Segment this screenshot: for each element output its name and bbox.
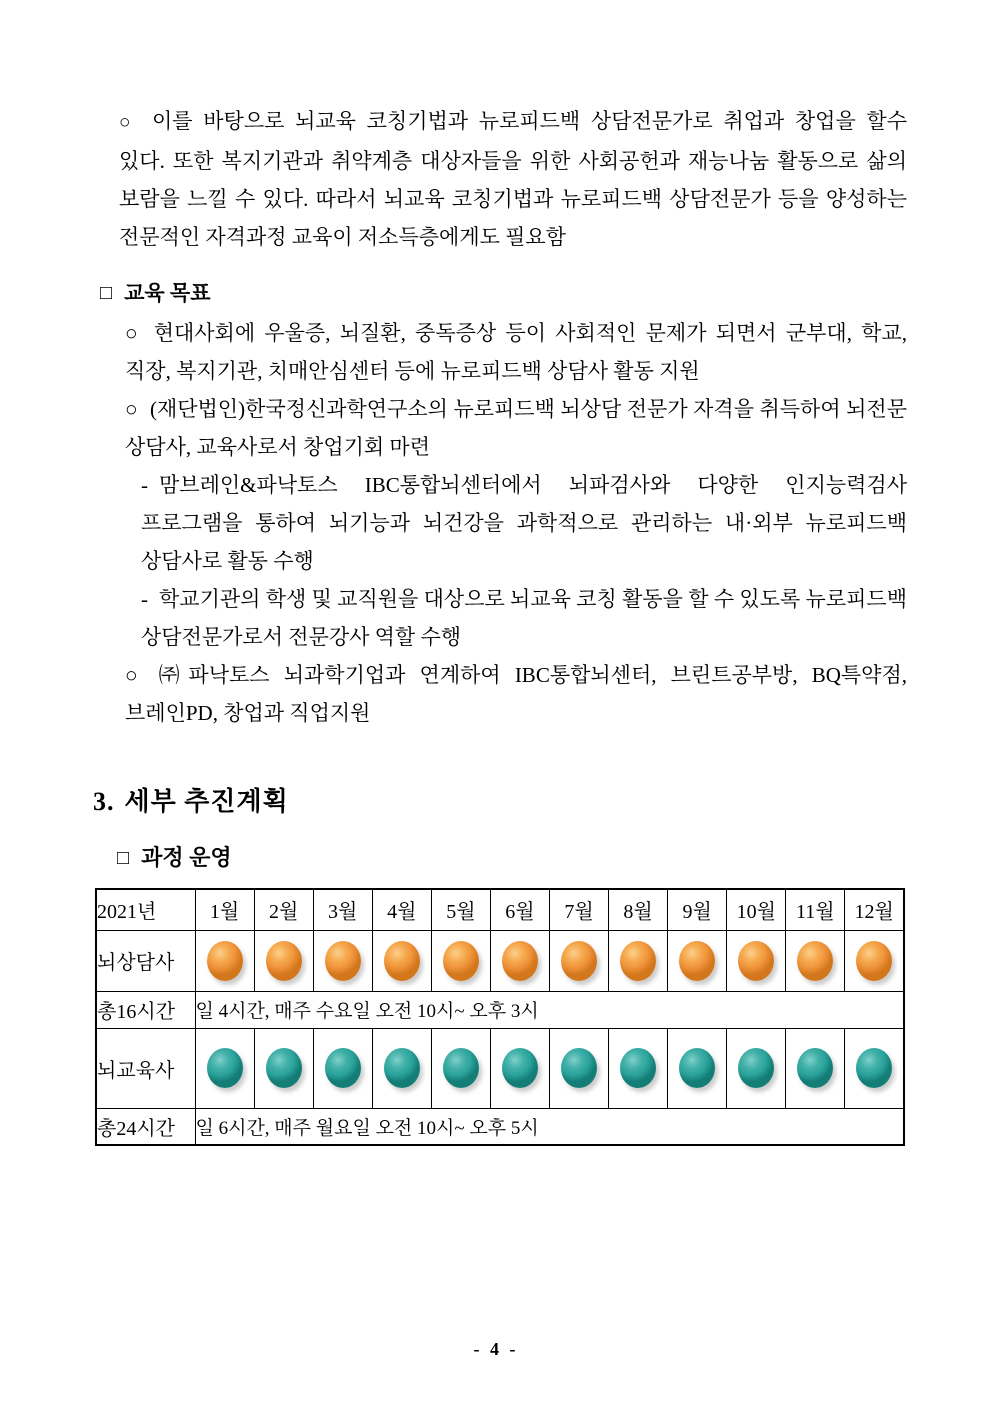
teal-dot-icon — [325, 1048, 361, 1088]
goal-bullet — [95, 656, 907, 732]
schedule-cell — [313, 1028, 372, 1108]
teal-dot-icon — [738, 1048, 774, 1088]
schedule-cell — [431, 930, 490, 991]
course-row-label: 뇌교육사 — [96, 1028, 195, 1108]
schedule-cell — [313, 930, 372, 991]
month-header-cell: 7월 — [549, 889, 608, 930]
goal-bullet-text: 현대사회에 우울증, 뇌질환, 중독증상 등이 사회적인 문제가 되면서 군부대, 학교, 직장, 복지기관, 치매안심센터 등에 뉴로피드백 상담사 활동 지원 — [125, 321, 908, 383]
schedule-cell — [372, 930, 431, 991]
month-header-cell: 1월 — [195, 889, 254, 930]
teal-dot-icon — [797, 1048, 833, 1088]
course-schedule-table — [95, 888, 905, 1146]
orange-dot-icon — [502, 941, 538, 981]
goal-bullet-text: ㈜파낙토스 뇌과학기업과 연계하여 IBC통합뇌센터, 브린트공부방, BQ특약점, 브레인PD, 창업과 직업지원 — [125, 663, 907, 725]
month-header-cell: 10월 — [727, 889, 786, 930]
teal-dot-icon — [679, 1048, 715, 1088]
hours-row-label: 총16시간 — [96, 991, 195, 1028]
schedule-cell — [668, 1028, 727, 1108]
checkbox-square-icon: □ — [117, 847, 130, 869]
goal-bullet — [95, 390, 907, 466]
schedule-cell — [254, 930, 313, 991]
schedule-cell — [431, 1028, 490, 1108]
hours-24-row — [96, 1108, 904, 1145]
intro-bullet-text: 이를 바탕으로 뇌교육 코칭기법과 뉴로피드백 상담전문가로 취업과 창업을 할수 있다. 또한 복지기관과 취약계층 대상자들을 위한 사회공헌과 재능나눔 활동으로 삶의 보람을 느낄 수 있다. 따라서 뇌교육 코칭기법과 뉴로피드백 상담전문가 등을 양성하는 전문적인 자격과정 교육이 저소득층에게도 필요함 — [119, 109, 907, 249]
orange-dot-icon — [561, 941, 597, 981]
section3-heading — [93, 786, 907, 818]
schedule-note: 일 4시간, 매주 수요일 오전 10시~ 오후 3시 — [195, 991, 904, 1028]
month-header-cell: 8월 — [609, 889, 668, 930]
table-header-row — [96, 889, 904, 930]
education-goals-heading — [100, 277, 907, 310]
hours-row-label: 총24시간 — [96, 1108, 195, 1145]
orange-dot-icon — [443, 941, 479, 981]
schedule-note: 일 6시간, 매주 월요일 오전 10시~ 오후 5시 — [195, 1108, 904, 1145]
month-header-cell: 11월 — [786, 889, 845, 930]
month-header-cell: 12월 — [845, 889, 904, 930]
orange-dot-icon — [620, 941, 656, 981]
schedule-cell — [668, 930, 727, 991]
intro-bullet — [95, 102, 907, 256]
orange-dot-icon — [266, 941, 302, 981]
schedule-cell — [845, 1028, 904, 1108]
orange-dot-icon — [384, 941, 420, 981]
orange-dot-icon — [797, 941, 833, 981]
orange-dot-icon — [856, 941, 892, 981]
month-header-cell: 2월 — [254, 889, 313, 930]
schedule-cell — [845, 930, 904, 991]
schedule-cell — [549, 930, 608, 991]
brain-counselor-row — [96, 930, 904, 991]
goal-sub-bullet — [95, 580, 907, 656]
education-goals-heading-text: 교육 목표 — [124, 281, 211, 305]
teal-dot-icon — [856, 1048, 892, 1088]
section3-title: 세부 추진계획 — [124, 787, 289, 816]
schedule-cell — [786, 1028, 845, 1108]
schedule-cell — [609, 1028, 668, 1108]
schedule-cell — [549, 1028, 608, 1108]
teal-dot-icon — [266, 1048, 302, 1088]
schedule-cell — [372, 1028, 431, 1108]
orange-dot-icon — [738, 941, 774, 981]
hours-16-row — [96, 991, 904, 1028]
teal-dot-icon — [620, 1048, 656, 1088]
orange-dot-icon — [679, 941, 715, 981]
goal-bullet-text: (재단법인)한국정신과학연구소의 뉴로피드백 뇌상담 전문가 자격을 취득하여 뇌전문 상담사, 교육사로서 창업기회 마련 — [125, 397, 908, 459]
circle-bullet-icon: ○ — [125, 663, 147, 687]
schedule-cell — [490, 930, 549, 991]
checkbox-square-icon: □ — [100, 282, 113, 304]
goal-sub-bullet-text: 학교기관의 학생 및 교직원을 대상으로 뇌교육 코칭 활동을 할 수 있도록 뉴로피드백 상담전문가로서 전문강사 역할 수행 — [141, 587, 907, 649]
course-operation-heading-text: 과정 운영 — [141, 845, 232, 870]
schedule-cell — [727, 1028, 786, 1108]
schedule-cell — [254, 1028, 313, 1108]
teal-dot-icon — [384, 1048, 420, 1088]
schedule-cell — [727, 930, 786, 991]
section-number: 3. — [93, 787, 115, 816]
teal-dot-icon — [207, 1048, 243, 1088]
schedule-cell — [195, 930, 254, 991]
schedule-cell — [490, 1028, 549, 1108]
goal-bullet — [95, 314, 907, 390]
month-header-cell: 4월 — [372, 889, 431, 930]
dash-bullet-icon: - — [141, 473, 148, 497]
orange-dot-icon — [325, 941, 361, 981]
course-row-label: 뇌상담사 — [96, 930, 195, 991]
month-header-cell: 3월 — [313, 889, 372, 930]
teal-dot-icon — [561, 1048, 597, 1088]
circle-bullet-icon: ○ — [125, 397, 138, 421]
course-operation-heading — [95, 844, 907, 873]
brain-educator-row — [96, 1028, 904, 1108]
schedule-cell — [786, 930, 845, 991]
month-header-cell: 6월 — [490, 889, 549, 930]
month-header-cell: 5월 — [431, 889, 490, 930]
page-number: - 4 - — [473, 1339, 519, 1359]
circle-bullet-icon: ○ — [119, 112, 131, 133]
document-content — [95, 102, 907, 1146]
month-header-cell: 9월 — [668, 889, 727, 930]
year-header-cell: 2021년 — [96, 889, 195, 930]
teal-dot-icon — [443, 1048, 479, 1088]
schedule-cell — [195, 1028, 254, 1108]
dash-bullet-icon: - — [141, 587, 148, 611]
schedule-cell — [609, 930, 668, 991]
teal-dot-icon — [502, 1048, 538, 1088]
goal-sub-bullet — [95, 466, 907, 580]
orange-dot-icon — [207, 941, 243, 981]
circle-bullet-icon: ○ — [125, 321, 142, 345]
goal-sub-bullet-text: 맘브레인&파낙토스 IBC통합뇌센터에서 뇌파검사와 다양한 인지능력검사 프로그램을 통하여 뇌기능과 뇌건강을 과학적으로 관리하는 내·외부 뉴로피드백 상담사로 활동 수행 — [141, 473, 907, 573]
